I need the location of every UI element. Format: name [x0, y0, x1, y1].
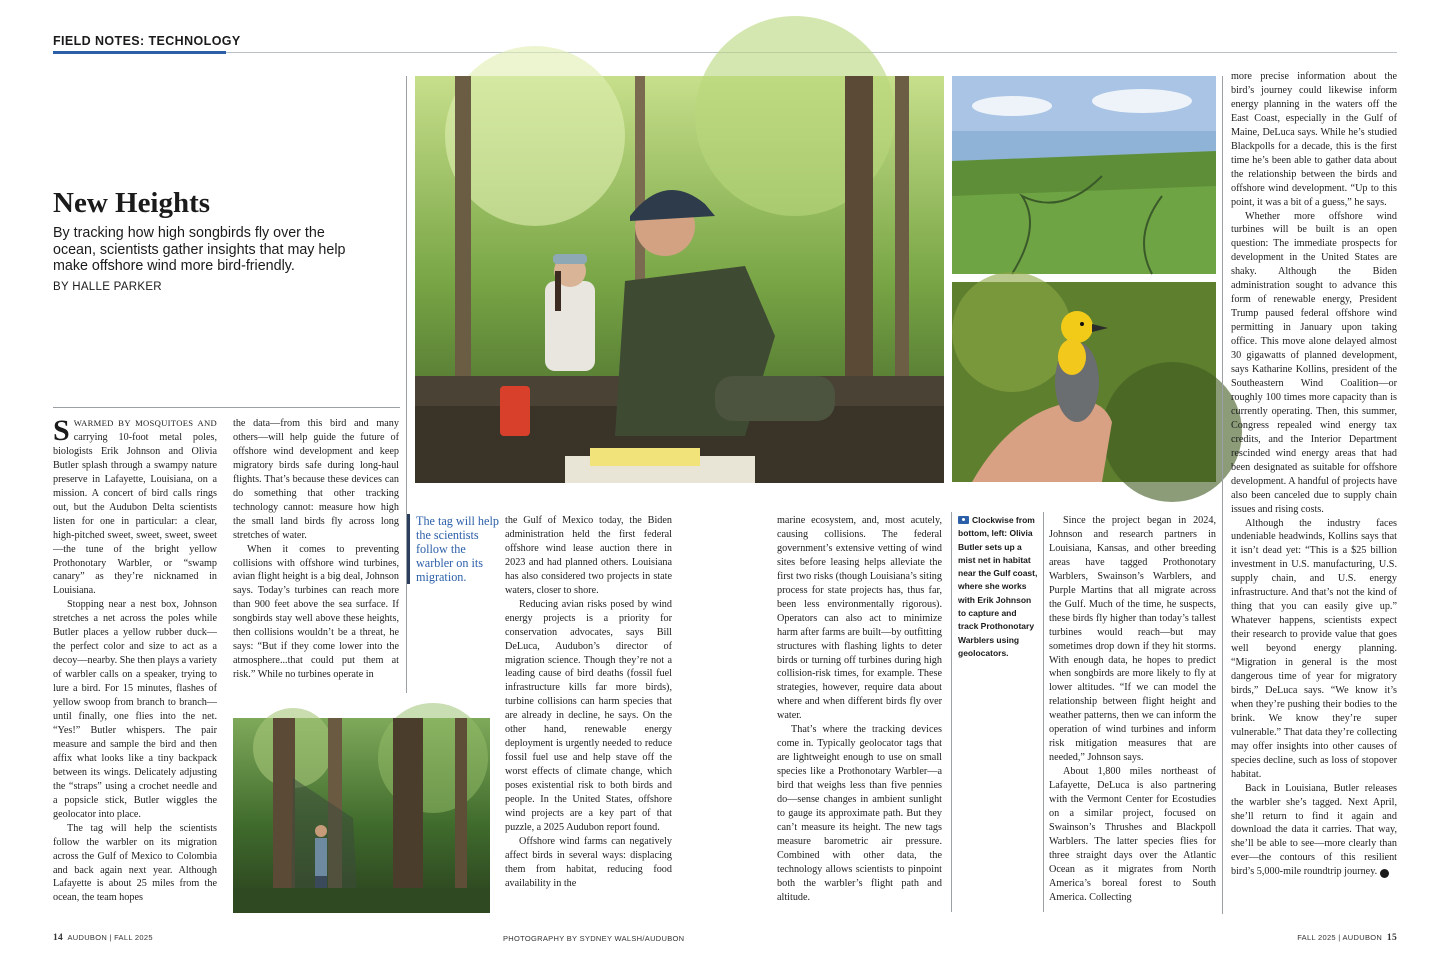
- paragraph: Offshore wind farms can negatively affect birds in several ways: displacing them from habitat, reducing food availability in the: [505, 835, 672, 889]
- paragraph: Reducing avian risks posed by wind energy projects is a priority for conservation advocates, says Bill DeLuca, Audubon’s director of migration science. Though they’re not a leading cause of bird deaths (fossil fuel infrastructure kills far more birds), turbine collisions can harm species that are already in decline, he says. On the other hand, renewable energy deployment is urgently needed to reduce fossil fuel use and help stave off the worst effects of climate change, which poses existential risk to both birds and people. In the United States, offshore wind projects are a key part of that puzzle, a 2025 Audubon report found.: [505, 598, 672, 833]
- paragraph: carrying 10-foot metal poles, biologists Erik Johnson and Olivia Butler splash through a swampy nature preserve in Lafayette, Louisiana, on a mission. A concert of bird calls rings out, but the Audubon Delta scientists listen for one in particular: a clear, high-pitched sweet, sweet, sweet, sweet—the tune of the bright yellow Prothonotary Warbler, or “swamp canary” as they’re nicknamed in Louisiana.: [53, 431, 217, 597]
- paragraph: more precise information about the bird’s journey could likewise inform energy planning in the waters off the East Coast, especially in the Gulf of Maine, DeLuca says. While he’s studied Blackpolls for a decade, this is the first time he’s been able to gather data about the relationship between the birds and offshore wind development. “Up to this point, it was a bit of a guess,” he says.: [1231, 71, 1397, 208]
- mist-net-photo: [233, 718, 490, 913]
- paragraph: Whether more offshore wind turbines will be built is an open question: The immediate prospects for development in the United States are shaky. Although the Biden administration sought to advance this form of renewable energy, President Trump paused federal offshore wind permitting in January upon taking office. This move alone delayed almost 30 gigawatts of planned development, says Katharine Kollins, president of the Southeastern Wind Coalition—or roughly 100 times more capacity than is currently operating. Then, this summer, Congress repealed wind energy tax credits, and the Interior Department rescinded wind energy areas that had been designated as suitable for offshore development. A handful of projects have also been canceled due to supply chain issues and rising costs.: [1231, 210, 1397, 515]
- footer-right: [1297, 933, 1397, 943]
- caption-text: Clockwise from bottom, left: Olivia Butler sets up a mist net in habitat near the Gulf coast, where she works with Erik Johnson to capture and track Prothonotary Warblers using geolocators.: [958, 515, 1038, 658]
- paragraph: That’s where the tracking devices come in. Typically geolocator tags that are lightweight enough to use on small species like a Prothonotary Warbler—a bird that weighs less than five pennies do—sense changes in ambient sunlight to gauge its approximate path. But they can’t measure its height. The new tags measure barometric air pressure. Combined with other data, the technology allows scientists to pinpoint both the warbler’s flight path and altitude.: [777, 724, 942, 903]
- camera-icon: [958, 516, 969, 524]
- section-label: FIELD NOTES: TECHNOLOGY: [53, 34, 241, 48]
- paragraph: the Gulf of Mexico today, the Biden administration held the first federal offshore wind lease auction there in 2023 and had planned others. Louisiana has also considered two projects in state waters, closer to shore.: [505, 515, 672, 596]
- page-number-left: 14: [53, 933, 64, 943]
- body-column-2: [233, 417, 399, 697]
- drop-cap: S: [53, 414, 70, 447]
- paragraph: The tag will help the scientists follow the warbler on its migration across the Gulf of Mexico to Colombia and back again next year. Although Lafayette is about 25 miles from the ocean, the team hopes: [53, 822, 217, 904]
- paragraph: Back in Louisiana, Butler releases the warbler she’s tagged. Next April, she’ll return to find it again and download the data it carries. That way, she’ll be able to see—more clearly than ever—the contours of this resilient bird’s 5,000-mile roundtrip journey.: [1231, 782, 1397, 878]
- pull-quote: The tag will help the scientists follow the warbler on its migration.: [407, 514, 502, 584]
- warbler-photo: [952, 282, 1216, 482]
- lead-in-caps: WARMED BY MOSQUITOES AND: [73, 418, 217, 428]
- footer-left-label: AUDUBON | FALL 2025: [67, 933, 153, 942]
- photo-caption: [958, 514, 1038, 660]
- footer-left: [53, 933, 153, 943]
- paragraph: About 1,800 miles northeast of Lafayette, DeLuca is also partnering with the Vermont Center for Ecostudies on a similar project, focused on Swainson’s Thrushes and Blackpoll Warblers. The latter species flies for three straight days over the Atlantic Ocean as it migrates from North America’s boreal forest to South America. Collecting: [1049, 766, 1216, 903]
- title-divider: [53, 407, 400, 408]
- body-column-3: [505, 514, 672, 918]
- field-work-photo: [415, 76, 944, 483]
- body-column-6: [1231, 70, 1397, 918]
- header-accent-bar: [53, 51, 226, 54]
- paragraph: the data—from this bird and many others—will help guide the future of offshore wind development and keep migratory birds safe during long-haul flights. That’s because these devices can do something that other tracking technology cannot: measure how high the small land birds fly across long stretches of water.: [233, 418, 399, 541]
- paragraph: When it comes to preventing collisions with offshore wind turbines, avian flight height is a big deal, Johnson says. Today’s turbines can reach more than 900 feet above the sea surface. If songbirds stay well above these heights, then collisions wouldn’t be a threat, he says: “But if they come lower into the atmosphere...that could put them at risk.” While no turbines operate in: [233, 543, 399, 681]
- body-column-1: [53, 414, 217, 917]
- paragraph: Since the project began in 2024, Johnson and research partners in Louisiana, Kansas, and other breeding areas have tagged Prothonotary Warblers, Swainson’s Warblers, and Purple Martins that all migrate across the Gulf. Much of the time, he suspects, these birds fly higher than today’s tallest turbines would reach—but may sometimes drop down if they hit storms. With enough data, he hopes to predict when songbirds are more likely to fly at lower altitudes. “If we can model the relationship between flight height and weather patterns, then we can inform the operation of wind turbines and inform risk mitigation measures that are needed,” Johnson says.: [1049, 515, 1216, 764]
- page-number-right: 15: [1386, 933, 1397, 943]
- marsh-aerial-photo: [952, 76, 1216, 274]
- column-rule: [951, 512, 952, 912]
- paragraph: Stopping near a nest box, Johnson stretches a net across the poles while Butler places a yellow rubber duck—the perfect color and size to act as a decoy—nearby. She then plays a variety of warbler calls on a speaker, trying to lure a bird. For 15 minutes, flashes of yellow swoop from branch to branch—until finally, one flies into the net. “Yes!” Butler whispers. The pair measure and sample the bird and then affix what looks like a tiny backpack between its wings. Delicately adjusting the “straps” using a crochet needle and a popsicle stick, Butler wiggles the geolocator into place.: [53, 599, 217, 820]
- column-rule: [1222, 76, 1223, 914]
- column-rule: [406, 76, 407, 693]
- end-mark-icon: A: [1380, 869, 1389, 878]
- paragraph: marine ecosystem, and, most acutely, causing collisions. The federal government’s extensive vetting of wind sites before leasing helps alleviate the first two risks (though Louisiana’s siting process for state projects has, thus far, been less environmentally rigorous). Operators can also act to minimize harm after farms are built—by outfitting structures with flashing lights to deter birds or turning off turbines during high collision-risk times, for example. These strategies, however, require data about where and when different birds fly over water.: [777, 515, 942, 722]
- article-title: New Heights: [53, 187, 211, 219]
- body-column-5: [1049, 514, 1216, 918]
- footer-right-label: FALL 2025 | AUDUBON: [1297, 933, 1383, 942]
- photo-credit: PHOTOGRAPHY BY SYDNEY WALSH/AUDUBON: [503, 934, 685, 943]
- paragraph: Although the industry faces undeniable headwinds, Kollins says that it isn’t dead yet: “This is a $25 billion investment in U.S. manufacturing, U.S. supply chain, and U.S. energy infrastructure. And that’s not the kind of thing that you can easily give up.” Whatever happens, scientists expect their research to provide value that goes well beyond energy planning. “Migration in general is the most dangerous time of year for migratory birds,” DeLuca says. “We know it’s when they’re pushing their bodies to the brink. We know they’re super vulnerable.” That data they’re collecting may offer insights into other causes of species decline, such as loss of stopover habitat.: [1231, 517, 1397, 780]
- article-dek: By tracking how high songbirds fly over the ocean, scientists gather insights that may help make offshore wind more bird-friendly.: [53, 225, 346, 275]
- article-byline: BY HALLE PARKER: [53, 281, 162, 293]
- body-column-4: [777, 514, 942, 918]
- column-rule: [1043, 512, 1044, 912]
